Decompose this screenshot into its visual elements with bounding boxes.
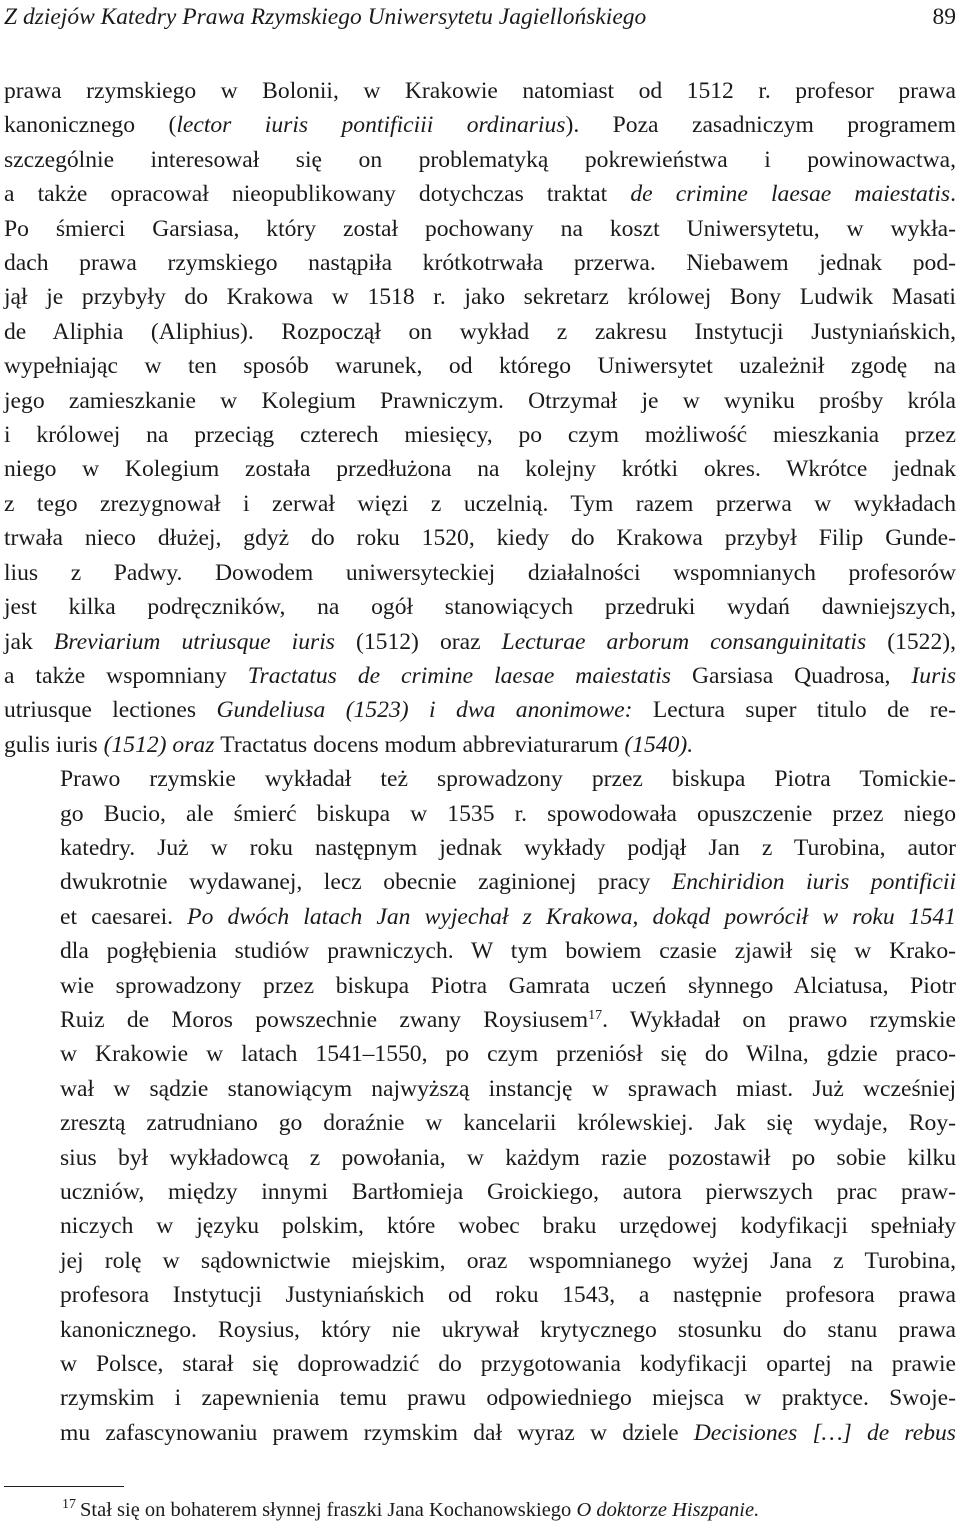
text-line: niczych w języku polskim, które wobec braku urzędowej kodyfikacji spełniały [60,1213,956,1240]
italic-title: Breviarium utriusque iuris [53,628,335,655]
italic-title: Enchiridion iuris pontificii [671,869,956,896]
text-line: Po śmierci Garsiasa, który został pochowany na koszt Uniwersytetu, w wykła- [4,215,956,242]
text-line: katedry. Już w roku następnym jednak wykłady podjął Jan z Turobina, autor [60,834,956,861]
text-line: rzymskim i zapewnienia temu prawu odpowiedniego miejsca w praktyce. Swoje- [60,1385,956,1412]
text-line: sius był wykładowcą z powołania, w każdym razie pozostawił po sobie kilku [60,1144,956,1171]
text-segment: utriusque lectiones [4,697,197,724]
text-line: wie sprowadzony przez biskupa Piotra Gamrata uczeń słynnego Alciatusa, Piotr [60,972,956,999]
text-line: profesora Instytucji Justyniańskich od roku 1543, a następnie profesora prawa [60,1282,956,1309]
text-line: uczniów, między innymi Bartłomieja Groickiego, autora pierwszych prac praw- [60,1179,956,1205]
text-line: jej rolę w sądownictwie miejskim, oraz wspomnianego wyżej Jana z Turobina, [60,1247,956,1274]
italic-title: Gundeliusa (1523) i dwa anonimowe: [196,697,653,724]
text-line: Prawo rzymskie wykładał też sprowadzony przez biskupa Piotra Tomickie- [60,766,956,793]
text-segment: Tractatus docens modum abbreviaturarum [220,731,619,758]
text-line: prawa rzymskiego w Bolonii, w Krakowie natomiast od 1512 r. profesor prawa [4,78,956,104]
text-line [4,108,956,142]
running-title: Z dziejów Katedry Prawa Rzymskiego Uniwersytetu Jagiellońskiego [4,4,647,30]
footnote-text: Stał się on bohaterem słynnej fraszki Jana Kochanowskiego [80,1499,577,1521]
paragraph-1 [4,74,956,762]
text-segment: (1512) oraz [334,628,502,655]
footnote-title: O doktorze Hiszpanie. [576,1499,760,1521]
italic-title: (1540). [618,731,694,758]
text-segment: gulis iuris [4,731,98,758]
text-segment: jak [4,628,54,655]
text-segment: a także wspomniany [4,662,248,689]
italic-title: de crimine laesae maiestatis [630,181,951,208]
text-line: z tego zrezygnował i zerwał więzi z uczelnią. Tym razem przerwa w wykładach [4,490,956,517]
text-line [4,900,956,934]
italic-title: Iuris [911,662,956,689]
italic-title: Tractatus de crimine laesae maiestatis [247,662,671,689]
text-line: wypełniając w ten sposób warunek, od którego Uniwersytet uzależnił zgodę na [4,353,956,380]
text-line: jął je przybyły do Krakowa w 1518 r. jako sekretarz królowej Bony Ludwik Masati [4,284,956,311]
text-line: jest kilka podręczników, na ogół stanowiących przedruki wydań dawniejszych, [4,594,956,621]
text-line: lius z Padwy. Dowodem uniwersyteckiej działalności wspomnianych profesorów [4,559,956,586]
page-number: 89 [932,4,956,30]
text-segment: mu zafascynowaniu prawem rzymskim dał wyraz w dziele [60,1419,694,1446]
text-segment: Ruiz de Moros powszechnie zwany Roysiusem [60,1006,589,1033]
text-line: dach prawa rzymskiego nastąpiła krótkotrwała przerwa. Niebawem jednak pod- [4,250,956,277]
text-line: go Bucio, ale śmierć biskupa w 1535 r. spowodowała opuszczenie przez niego [60,800,956,827]
text-line: szczególnie interesował się on problematyką pokrewieństwa i powinowactwa, [4,146,956,173]
text-segment: et caesarei. [60,903,174,930]
text-line [4,865,956,899]
text-line: kanonicznego. Roysius, który nie ukrywał krytycznego stosunku do stanu prawa [60,1316,956,1343]
text-segment: (1522), [866,628,957,655]
text-line [4,625,956,659]
text-line [4,177,956,211]
italic-title: Decisiones […] de rebus [693,1419,956,1446]
text-line [4,659,956,693]
text-line [4,693,956,727]
text-segment: a także opracował nieopublikowany dotychczas traktat [4,181,631,208]
running-header [4,2,956,32]
text-line [4,1416,956,1450]
text-line: i królowej na przeciąg czterech miesięcy, po czym możliwość mieszkania przez [4,422,956,449]
footnote-separator [4,1486,124,1487]
text-line: zresztą zatrudniano go doraźnie w kancelarii królewskiej. Jak się wydaje, Roy- [60,1110,956,1137]
text-line: niego w Kolegium została przedłużona na kolejny krótki okres. Wkrótce jednak [4,456,956,483]
text-segment: . [950,181,956,208]
text-line: trwała nieco dłużej, gdyż do roku 1520, kiedy do Krakowa przybył Filip Gunde- [4,525,956,552]
text-line: w Polsce, starał się doprowadzić do przygotowania kodyfikacji opartej na prawie [60,1351,956,1378]
italic-title: Lecturae arborum consanguinitatis [501,628,867,655]
italic-title: Po dwóch latach Jan wyjechał z Krakowa, dokąd powrócił w roku 1541 [173,903,956,930]
text-segment: Garsiasa Quadrosa, [671,662,912,689]
text-segment: ). Poza zasadniczym programem [565,112,957,139]
footnote: 17 Stał się on bohaterem słynnej fraszki Jana Kochanowskiego O doktorze Hiszpanie. [62,1497,760,1521]
text-line [4,728,956,762]
italic-title: (1512) oraz [97,731,221,758]
footnote-reference: 17 [588,1007,603,1023]
text-line: jego zamieszkanie w Kolegium Prawniczym. Otrzymał je w wyniku prośby króla [4,387,956,414]
paragraph-2 [4,762,956,1450]
body-text [4,74,956,1450]
text-line: wał w sądzie stanowiącym najwyższą instancję w sprawach miast. Już wcześniej [60,1075,956,1102]
text-line [4,1003,956,1037]
text-segment: . Wykładał on prawo rzymskie [602,1006,957,1033]
text-line: w Krakowie w latach 1541–1550, po czym przeniósł się do Wilna, gdzie praco- [60,1041,956,1068]
text-segment: dwukrotnie wydawanej, lecz obecnie zaginionej pracy [60,869,672,896]
text-line: dla pogłębienia studiów prawniczych. W tym bowiem czasie zjawił się w Krako- [60,938,956,965]
italic-title: lector iuris pontificiii ordinarius [176,112,566,139]
text-segment: Lectura super titulo de re- [652,697,956,724]
text-line: de Aliphia (Aliphius). Rozpoczął on wykład z zakresu Instytucji Justyniańskich, [4,318,956,345]
text-segment: kanonicznego ( [4,112,177,139]
